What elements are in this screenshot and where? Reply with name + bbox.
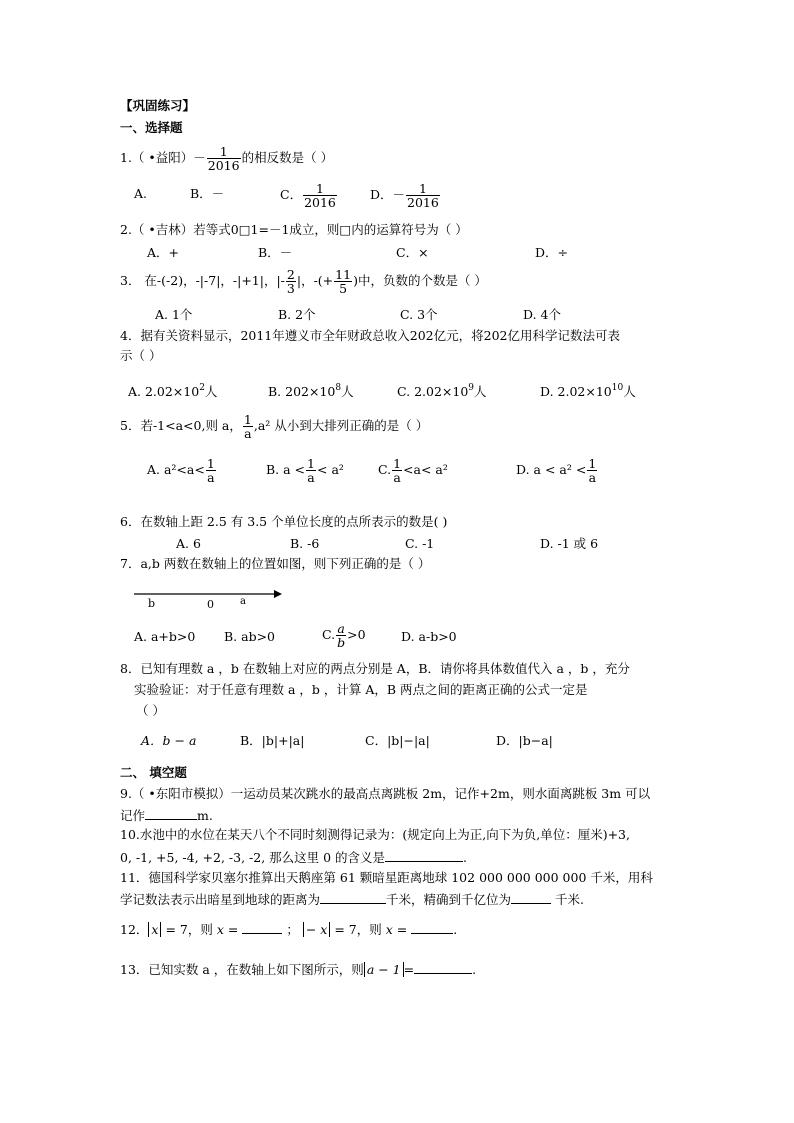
question-2: 2.（ •吉林）若等式0□1=－1成立，则□内的运算符号为（ ） bbox=[120, 222, 468, 237]
q12-answer-blank-2[interactable] bbox=[411, 922, 453, 934]
question-9-line2: 记作 m. bbox=[120, 808, 213, 823]
q6-option-a[interactable]: A. 6 bbox=[176, 536, 201, 551]
q1-option-a[interactable]: A. bbox=[134, 186, 148, 201]
q8-option-c[interactable]: C．|b|−|a| bbox=[365, 733, 430, 748]
q6-option-b[interactable]: B. -6 bbox=[290, 536, 320, 551]
q3-option-c[interactable]: C. 3个 bbox=[400, 307, 438, 322]
q7-option-b[interactable]: B. ab>0 bbox=[224, 629, 276, 644]
q3-option-b[interactable]: B. 2个 bbox=[278, 307, 316, 322]
q4-option-b[interactable]: B. $202\times 10^8$人 bbox=[268, 383, 354, 399]
question-1: 1.（ •益阳）－ $\frac{1}{2016}$ 的相反数是（ ） bbox=[120, 144, 334, 174]
question-10-line2: 0, -1, +5, -4, +2, -3, -2, 那么这里 0 的含义是 . bbox=[120, 850, 468, 865]
q7-option-d[interactable]: D. a-b>0 bbox=[401, 629, 457, 644]
question-5: 5．若-1<a<0,则 a， $\frac{1}{a}$ ,a² 从小到大排列正确的是（ ） bbox=[120, 412, 429, 442]
q1-option-d[interactable]: D．－ $\frac{1}{2016}$ bbox=[370, 181, 439, 211]
q13-answer-blank[interactable] bbox=[414, 962, 472, 974]
q6-option-c[interactable]: C. -1 bbox=[405, 536, 435, 551]
question-7: 7．a,b 两数在数轴上的位置如图，则下列正确的是（ ） bbox=[120, 556, 431, 571]
question-3: 3． 在-(-2)，-|-7|，-|+1|，|- $\frac{2}{3}$ |，-(+ $\frac{11}{5}$ )中，负数的个数是（ ） bbox=[120, 267, 487, 297]
q6-option-d[interactable]: D. -1 或 6 bbox=[540, 536, 599, 551]
question-13: 13．已知实数 a ，在数轴上如下图所示，则 a − 1 = . bbox=[120, 962, 477, 977]
q7-option-a[interactable]: A. a+b>0 bbox=[134, 629, 196, 644]
point-b-label: b bbox=[148, 597, 156, 610]
question-10-line1: 10.水池中的水位在某天八个不同时刻测得记录为：(规定向上为正,向下为负,单位：厘米)+3, bbox=[120, 827, 630, 842]
q4-option-d[interactable]: D. $2.02\times 10^{10}$人 bbox=[540, 383, 636, 399]
q4-option-a[interactable]: A. $2.02\times 10^2$人 bbox=[128, 383, 218, 399]
q10-answer-blank[interactable] bbox=[385, 850, 463, 862]
q2-option-d[interactable]: D．÷ bbox=[535, 245, 568, 260]
question-6: 6．在数轴上距 2.5 有 3.5 个单位长度的点所表示的数是( ) bbox=[120, 514, 448, 529]
q8-option-d[interactable]: D．|b−a| bbox=[496, 733, 553, 748]
question-4-line2: 示（ ） bbox=[120, 348, 162, 363]
question-8-line3: （ ） bbox=[136, 703, 165, 718]
section-title-choice: 一、选择题 bbox=[120, 120, 183, 135]
q5-option-c[interactable]: C. $\frac{1}{a}$ <a< a² bbox=[378, 456, 448, 486]
q8-option-a[interactable]: A．b − a bbox=[141, 733, 197, 748]
q1-option-b[interactable]: B．－ bbox=[190, 186, 225, 201]
question-11-line2: 学记数法表示出暗星到地球的距离为 千米，精确到千亿位为 千米. bbox=[120, 892, 584, 907]
question-8-line2: 实验验证：对于任意有理数 a ，b ，计算 A，B 两点之间的距离正确的公式一定是 bbox=[134, 682, 588, 697]
q11-answer-blank-2[interactable] bbox=[511, 892, 551, 904]
number-line-arrow bbox=[274, 590, 282, 598]
q5-option-b[interactable]: B. a < $\frac{1}{a}$ < a² bbox=[266, 456, 344, 486]
question-4-line1: 4．据有关资料显示，2011年遵义市全年财政总收入202亿元，将202亿用科学记数法可表 bbox=[120, 328, 620, 343]
q5-option-a[interactable]: A. a²<a< $\frac{1}{a}$ bbox=[147, 456, 215, 486]
q1-option-c[interactable]: C． $\frac{1}{2016}$ bbox=[280, 181, 336, 211]
q8-option-b[interactable]: B．|b|+|a| bbox=[240, 733, 305, 748]
q11-answer-blank-1[interactable] bbox=[320, 892, 386, 904]
question-9-line1: 9.（ •东阳市模拟）一运动员某次跳水的最高点离跳板 2m，记作+2m，则水面离跳板 3m 可以 bbox=[120, 786, 651, 801]
q12-answer-blank-1[interactable] bbox=[242, 922, 282, 934]
section-title-fill: 二、 填空题 bbox=[120, 765, 187, 780]
question-12: 12． x = 7，则 x = ； − x = 7，则 x = . bbox=[120, 922, 458, 937]
q2-option-c[interactable]: C．× bbox=[396, 245, 429, 260]
q2-option-a[interactable]: A．+ bbox=[147, 245, 180, 260]
q4-option-c[interactable]: C. $2.02\times 10^9$人 bbox=[397, 383, 487, 399]
section-heading: 【巩固练习】 bbox=[120, 98, 196, 113]
q3-option-d[interactable]: D. 4个 bbox=[523, 307, 561, 322]
q2-option-b[interactable]: B．－ bbox=[258, 245, 293, 260]
q5-option-d[interactable]: D. a < a² < $\frac{1}{a}$ bbox=[516, 456, 597, 486]
question-8-line1: 8．已知有理数 a ，b 在数轴上对应的两点分别是 A，B．请你将具体数值代入 a ，b ，充分 bbox=[120, 661, 630, 676]
origin-label: 0 bbox=[207, 598, 214, 611]
number-line-figure bbox=[134, 588, 284, 612]
point-a-label: a bbox=[240, 596, 246, 607]
q7-option-c[interactable]: C. $\frac{a}{b}$ >0 bbox=[322, 621, 366, 651]
question-11-line1: 11．德国科学家贝塞尔推算出天鹅座第 61 颗暗星距离地球 102 000 000 000 000 千米，用科 bbox=[120, 870, 653, 885]
q9-answer-blank[interactable] bbox=[145, 808, 197, 820]
q3-option-a[interactable]: A. 1个 bbox=[155, 307, 193, 322]
